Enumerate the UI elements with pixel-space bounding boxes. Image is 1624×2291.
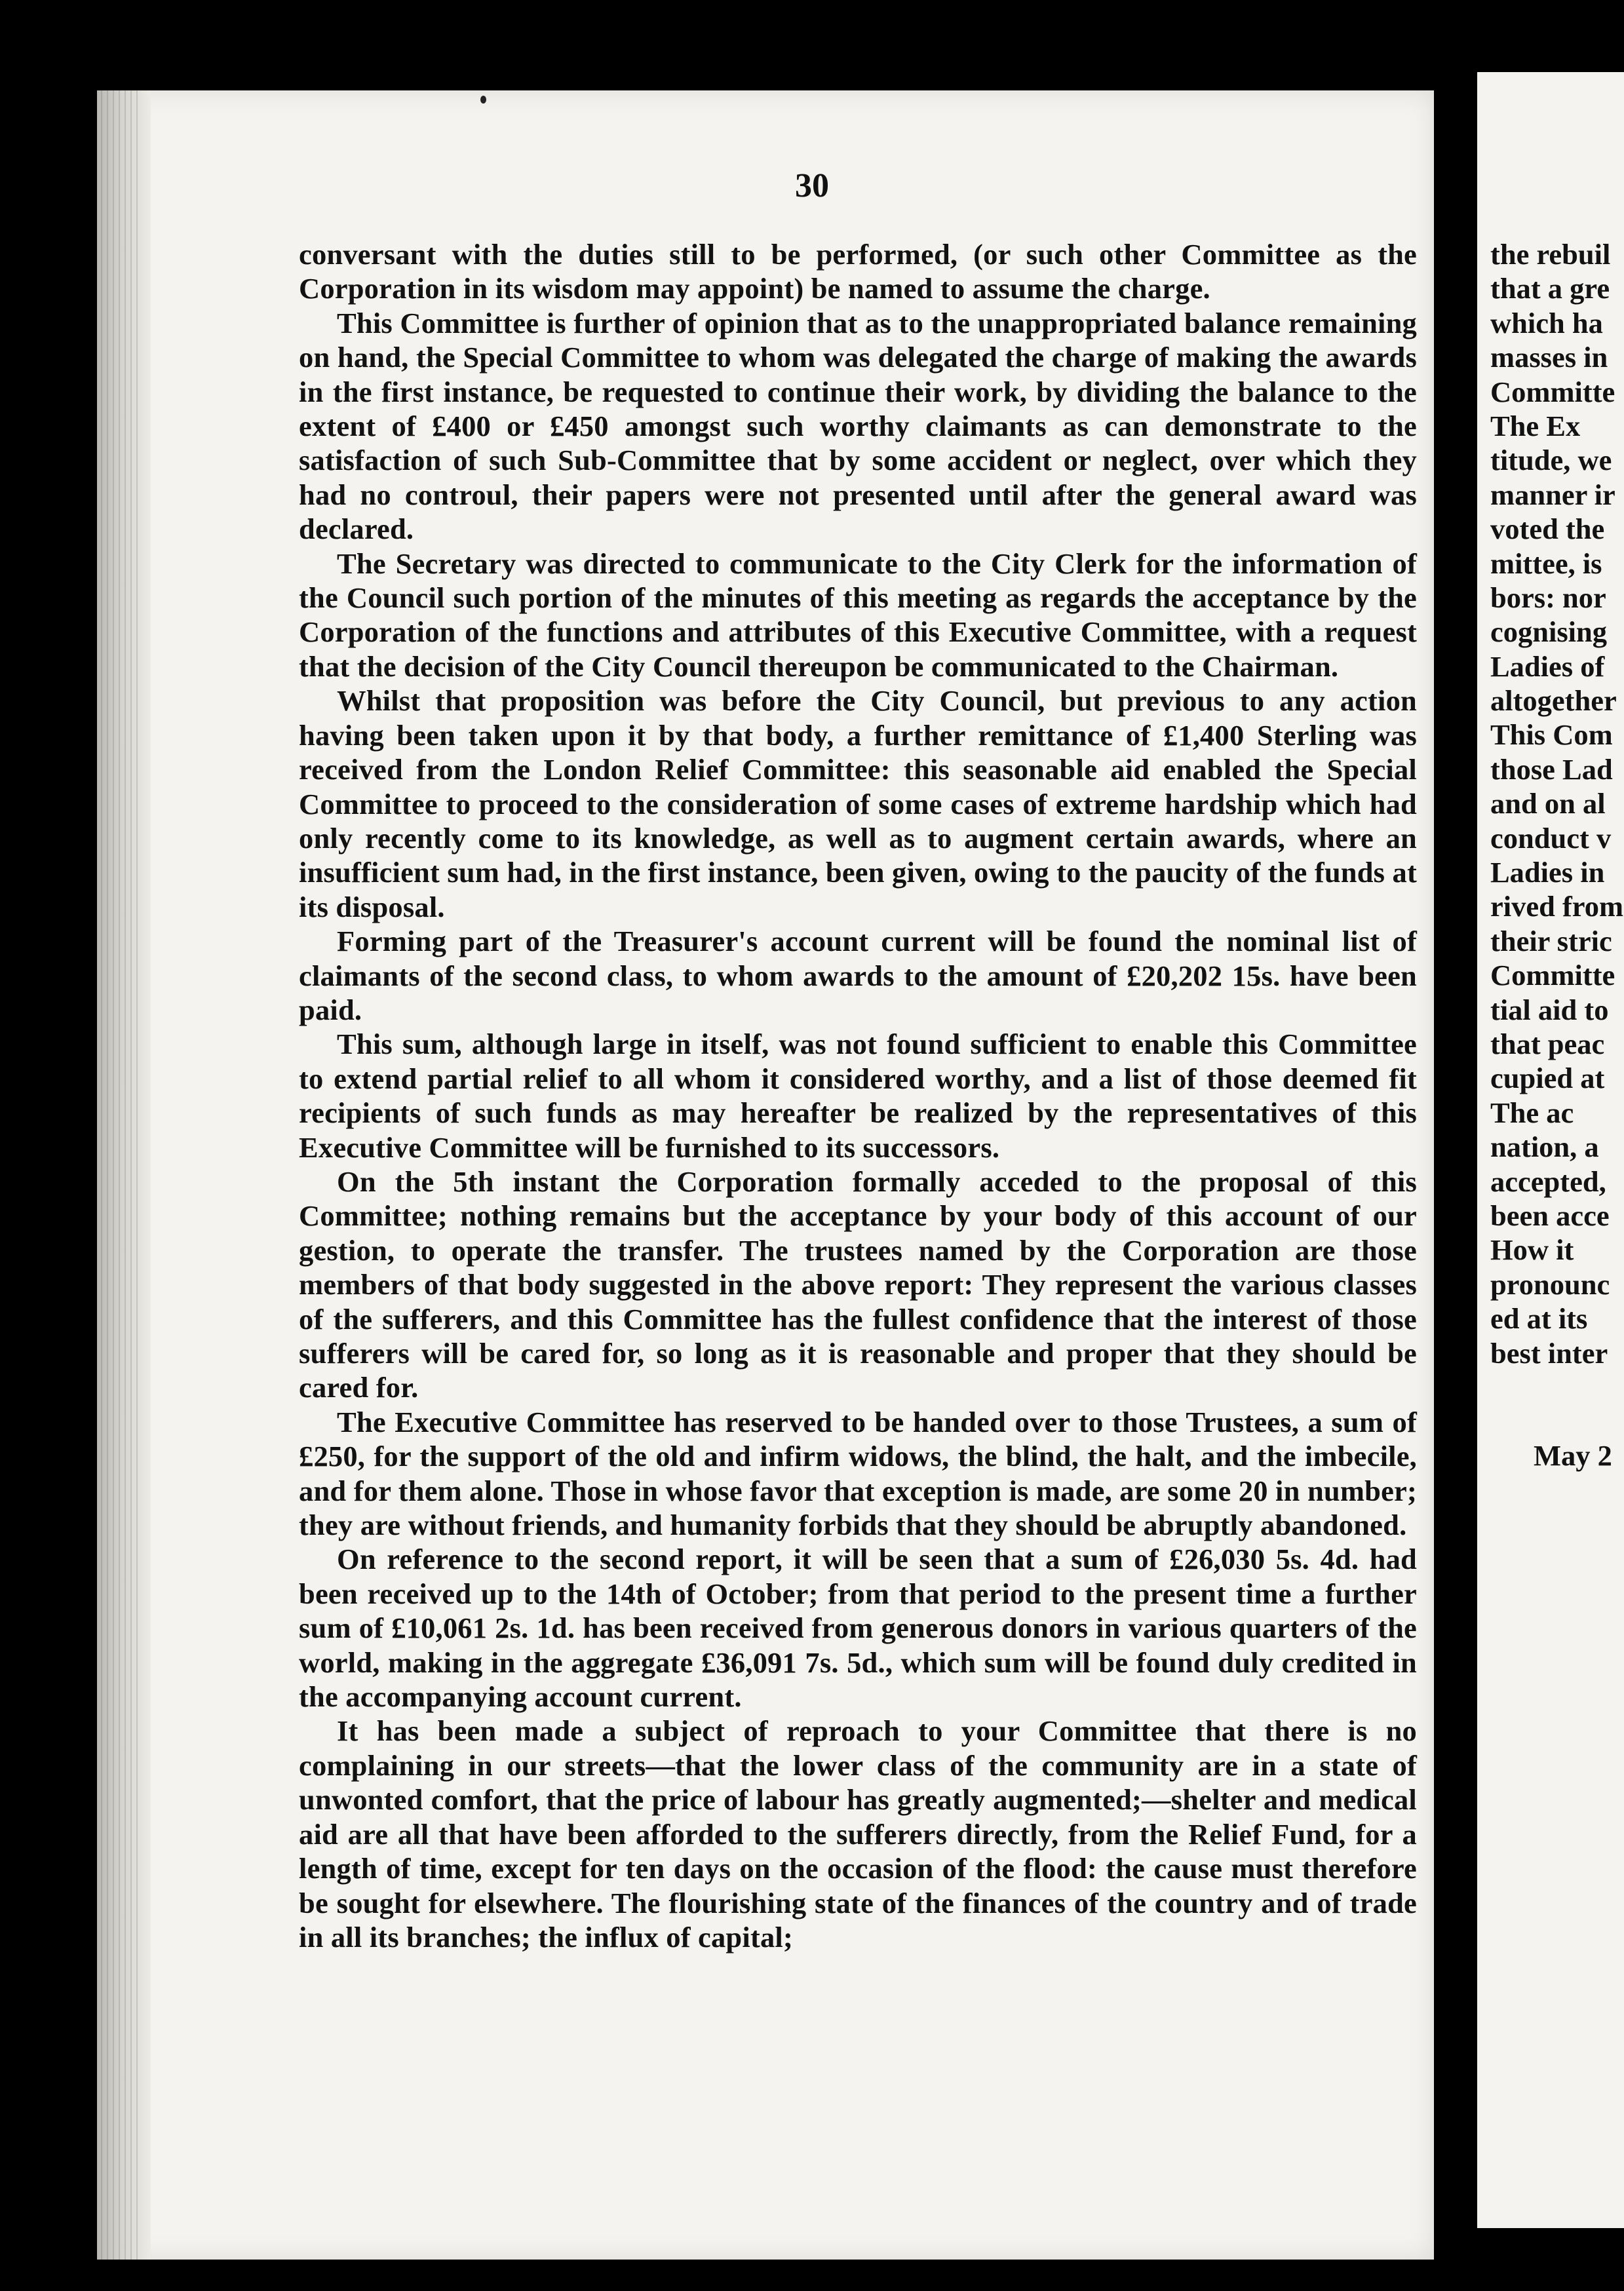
text-line: titude, we [1490, 444, 1612, 477]
date-line: May 2 [1534, 1438, 1612, 1472]
text-line: cognising [1490, 615, 1608, 649]
text-line: and on al [1490, 787, 1606, 820]
text-line: Committe [1490, 375, 1615, 408]
text-line: manner ir [1490, 478, 1615, 511]
paragraph: This sum, although large in itself, was not found sufficient to enable this Committee to extend partial relief to all whom it considered worthy, and a list of those deemed fit recipients of such funds as may hereafter be realized by the representatives of this Executive Committee will be furnished to its successors. [299, 1028, 1417, 1164]
text-line: those Lad [1490, 752, 1613, 786]
text-line: that peac [1490, 1027, 1605, 1060]
paragraph: conversant with the duties still to be performed, (or such other Committee as the Corporation in its wisdom may appoint) be named to assume the charge. [299, 238, 1417, 305]
paragraph: On the 5th instant the Corporation formally acceded to the proposal of this Committee; nothing remains but the acceptance by your body of this account of our gestion, to operate the transfer. The trustees named by the Corporation are those members of that body suggested in the above report: They represent the various classes of the sufferers, and this Committee has the fullest confidence that the interest of those sufferers will be cared for, so long as it is reasonable and proper that they should be cared for. [299, 1165, 1417, 1404]
text-line: rived from [1490, 890, 1624, 923]
paragraph: On reference to the second report, it will be seen that a sum of £26,030 5s. 4d. had been received up to the 14th of October; from that period to the present time a further sum of £10,061 2s. 1d. has been received from generous donors in various quarters of the world, making in the aggregate £36,091 7s. 5d., which sum will be found duly credited in the accompanying account current. [299, 1543, 1417, 1714]
text-line: Ladies of [1490, 649, 1605, 683]
text-line: that a gre [1490, 272, 1610, 305]
text-line: masses in [1490, 341, 1608, 374]
text-line: The Ex [1490, 409, 1581, 442]
paragraph: This Committee is further of opinion that as to the unappropriated balance remaining on hand, the Special Committee to whom was delegated the charge of making the awards in the first instance, be requested to continue their work, by dividing the balance to the extent of £400 or £450 amongst such worthy claimants as can demonstrate to the satisfaction of such Sub-Committee that by some accident or neglect, over which they had no controul, their papers were not presented until after the general award was declared. [299, 306, 1417, 546]
text-line: nation, a [1490, 1130, 1599, 1164]
text-line: accepted, [1490, 1165, 1606, 1198]
text-line: altogether [1490, 684, 1617, 718]
text-line: which ha [1490, 306, 1603, 339]
text-line: This Com [1490, 718, 1613, 752]
text-line: ed at its [1490, 1302, 1588, 1336]
book-gutter [1434, 66, 1477, 2281]
text-line: best inter [1490, 1336, 1608, 1370]
scan-speck [480, 96, 486, 104]
text-line: their stric [1490, 924, 1612, 957]
text-line: mittee, is [1490, 547, 1602, 580]
text-line: conduct v [1490, 821, 1612, 855]
text-line: tial aid to [1490, 993, 1609, 1026]
text-line: Ladies in [1490, 856, 1605, 889]
paragraph: The Secretary was directed to communicate to the City Clerk for the information of the Council such portion of the minutes of this meeting as regards the acceptance by the Corporation of the functions and attributes of this Executive Committee, with a request that the decision of the City Council thereupon be communicated to the Chairman. [299, 547, 1417, 683]
page-number: 30 [795, 167, 829, 204]
page-edge-lines [101, 90, 140, 2260]
spacer [1490, 1370, 1624, 1438]
text-line: been acce [1490, 1199, 1610, 1232]
paragraph: It has been made a subject of reproach to your Committee that there is no complaining in our streets—that the lower class of the community are in a state of unwonted comfort, that the price of labour has greatly augmented;—shelter and medical aid are all that have been afforded to the sufferers directly, from the Relief Fund, for a length of time, except for ten days on the occasion of the flood: the cause must therefore be sought for elsewhere. The flourishing state of the finances of the country and of trade in all its branches; the influx of capital; [299, 1714, 1417, 1954]
text-line: voted the [1490, 512, 1605, 546]
text-line: cupied at [1490, 1062, 1605, 1095]
text-line: How it [1490, 1233, 1574, 1267]
paragraph: Whilst that proposition was before the City Council, but previous to any action having been taken upon it by that body, a further remittance of £1,400 Sterling was received from the London Relief Committee: this seasonable aid enabled the Special Committee to proceed to the consideration of some cases of extreme hardship which had only recently come to its knowledge, as well as to augment certain awards, where an insufficient sum had, in the first instance, been given, owing to the paucity of the funds at its disposal. [299, 684, 1417, 923]
text-line: the rebuil [1490, 238, 1611, 271]
paragraph: Forming part of the Treasurer's account current will be found the nominal list of claimants of the second class, to whom awards to the amount of £20,202 15s. have been paid. [299, 925, 1417, 1026]
right-page-fragment [1490, 237, 1624, 1473]
text-line: Committe [1490, 959, 1615, 992]
paragraph: The Executive Committee has reserved to be handed over to those Trustees, a sum of £250, for the support of the old and infirm widows, the blind, the halt, and the imbecile, and for them alone. Those in whose favor that exception is made, are some 20 in number; they are without friends, and humanity forbids that they should be abruptly abandoned. [299, 1405, 1417, 1542]
text-line: bors: nor [1490, 581, 1606, 614]
text-line: pronounc [1490, 1267, 1610, 1301]
text-line: The ac [1490, 1096, 1574, 1129]
left-page-body [299, 237, 1417, 1954]
